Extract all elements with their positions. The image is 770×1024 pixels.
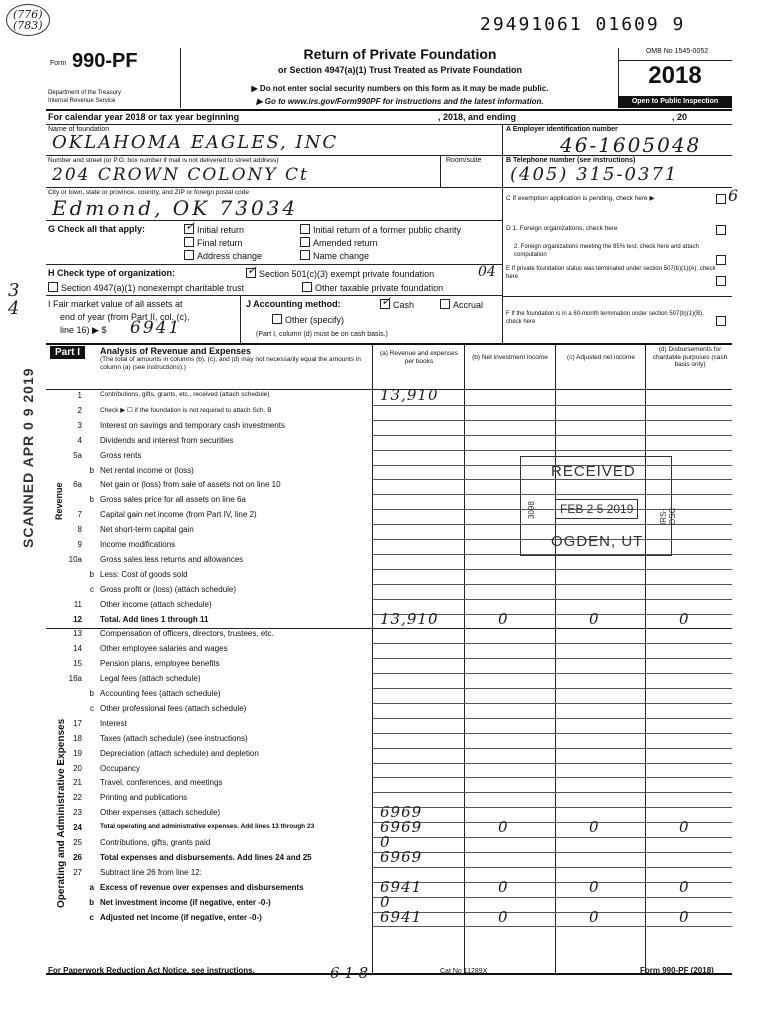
city-state-zip[interactable]: Edmond, OK 73034	[52, 196, 299, 220]
g-final-return[interactable]	[184, 237, 243, 248]
i-fmv-line3: line 16) ▶ $	[60, 325, 107, 335]
line-number: 14	[73, 644, 82, 654]
line-number: 27	[73, 867, 82, 877]
line-value-col-a[interactable]: 0	[380, 892, 391, 911]
sixty-month-label: F If the foundation is in a 60-month termination under section 507(b)(1)(B), check here	[506, 311, 704, 325]
tax-year: 2018	[648, 62, 702, 89]
501c3-checkbox[interactable]: ✓	[247, 263, 258, 277]
line-number: 13	[73, 629, 82, 639]
line-number: c	[90, 584, 94, 594]
g-check-label: G Check all that apply:	[48, 224, 146, 234]
line-rule	[372, 792, 732, 793]
j-accounting-label: J Accounting method:	[246, 299, 341, 309]
h-type-label: H Check type of organization:	[48, 268, 176, 278]
terminated-status-checkbox[interactable]	[716, 276, 726, 286]
foreign-85-label: 2. Foreign organizations meeting the 85% test, check here and attach computation	[514, 244, 699, 258]
footer-form-ref: Form 990-PF (2018)	[640, 966, 714, 975]
line-rule	[372, 643, 732, 644]
ein-value[interactable]: 46-1605048	[560, 133, 702, 157]
line-number: 26	[73, 852, 82, 862]
part-title: Analysis of Revenue and Expenses	[100, 346, 252, 356]
line-label: Legal fees (attach schedule)	[100, 674, 201, 684]
line-label: Other professional fees (attach schedule)	[100, 703, 247, 713]
line-number: 4	[77, 435, 82, 445]
line-label: Capital gain net income (from Part IV, line 2)	[100, 510, 257, 520]
line-label: Total. Add lines 1 through 11	[100, 614, 209, 624]
phone-value[interactable]: (405) 315-0371	[510, 164, 679, 185]
line-rule	[372, 748, 732, 749]
line-rule	[372, 569, 732, 570]
foreign-org-label: D 1. Foreign organizations, check here	[506, 225, 618, 232]
room-label: Room/suite	[446, 157, 482, 164]
line-number: 12	[73, 614, 82, 624]
line-rule	[372, 837, 732, 838]
h-4947[interactable]	[48, 282, 244, 293]
line-label: Net gain or (loss) from sale of assets not on line 10	[100, 480, 281, 490]
line-value-col-b[interactable]: 0	[498, 907, 509, 926]
line-number: 15	[73, 659, 82, 669]
line-number: b	[89, 465, 94, 475]
line-rule	[372, 733, 732, 734]
line-label: Income modifications	[100, 540, 176, 549]
line-number: 5a	[73, 450, 82, 460]
form-number: 990-PF	[72, 50, 138, 72]
line-label: Dividends and interest from securities	[100, 435, 234, 445]
g-initial-return[interactable]	[184, 219, 245, 235]
i-fmv-line1: I Fair market value of all assets at	[48, 299, 183, 309]
other-taxable-checkbox[interactable]	[302, 282, 312, 292]
line-label: Less: Cost of goods sold	[100, 569, 188, 579]
stamp-city: OGDEN, UT	[551, 533, 644, 550]
open-to-public: Open to Public Inspection	[618, 96, 732, 108]
fmv-value[interactable]: 6941	[130, 318, 182, 338]
line-label: Interest	[100, 718, 127, 728]
g-address-change[interactable]	[184, 250, 262, 261]
part-description: (The total of amounts in columns (b), (c), and (d) may not necessarily equal the amounts in column (a) (see instructions).)	[100, 356, 361, 371]
line-number: 1	[77, 391, 82, 400]
line-number: 20	[73, 763, 82, 773]
address-change-label: Address change	[197, 251, 263, 261]
exemption-pending-label: C If exemption application is pending, check here ▶	[506, 195, 655, 202]
j-cash-basis-note: (Part I, column (d) must be on cash basis.)	[256, 331, 388, 338]
line-number: c	[90, 703, 94, 713]
line-number: 11	[73, 599, 82, 609]
line-number: 9	[77, 540, 82, 549]
line-label: Gross sales less returns and allowances	[100, 554, 244, 564]
line-label: Other employee salaries and wages	[100, 644, 228, 654]
final-return-label: Final return	[197, 238, 243, 248]
line-value-col-b[interactable]: 0	[498, 877, 509, 896]
line-rule	[372, 822, 732, 823]
line-number: 8	[77, 525, 82, 535]
line-rule	[372, 912, 732, 913]
h-other-taxable[interactable]	[302, 282, 443, 293]
stamp-code-right: IRS-OSC	[659, 507, 677, 525]
line-label: Depreciation (attach schedule) and depletion	[100, 748, 259, 758]
line-number: b	[89, 897, 94, 907]
line-label: Compensation of officers, directors, trustees, etc.	[100, 629, 274, 639]
amended-return-checkbox[interactable]	[300, 237, 310, 247]
line-value-col-c[interactable]: 0	[589, 609, 600, 628]
line-label: Net investment income (if negative, enter -0-)	[100, 897, 271, 907]
line-rule	[372, 763, 732, 764]
line-rule	[372, 688, 732, 689]
footer-paperwork: For Paperwork Reduction Act Notice, see instructions.	[48, 966, 255, 975]
initial-return-checkbox[interactable]: ✓	[185, 219, 196, 233]
j-other[interactable]	[272, 314, 344, 325]
notice-website: ▶ Go to www.irs.gov/Form990PF for instructions and the latest information.	[256, 97, 544, 106]
corner-handwritten-note: (776) (783)	[6, 4, 50, 36]
line-value-col-a[interactable]: 13,910	[380, 386, 439, 404]
side-label-expenses: Operating and Administrative Expenses	[56, 718, 67, 908]
name-change-label: Name change	[313, 251, 370, 261]
address-change-checkbox[interactable]	[184, 250, 194, 260]
line-number: 3	[77, 420, 82, 430]
line-rule	[372, 405, 732, 406]
foreign-org-checkbox[interactable]	[716, 225, 726, 235]
g-amended-return[interactable]	[300, 237, 378, 248]
line-label: Gross rents	[100, 450, 142, 460]
initial-former-label: Initial return of a former public charity	[313, 225, 462, 235]
line-value-col-a[interactable]: 6941	[380, 877, 423, 896]
line-rule	[372, 584, 732, 585]
stamp-code-left: 3098	[527, 501, 536, 519]
initial-return-label: Initial return	[197, 225, 245, 235]
part-tag: Part I	[50, 346, 85, 359]
name-label: Name of foundation	[48, 126, 110, 133]
line-rule	[372, 777, 732, 778]
form-subtitle: or Section 4947(a)(1) Trust Treated as Private Foundation	[277, 65, 523, 75]
line-label: Interest on savings and temporary cash investments	[100, 420, 285, 430]
cash-checkbox[interactable]: ✓	[381, 294, 392, 308]
irs-label: Internal Revenue Service	[48, 98, 116, 104]
notice-ssn: ▶ Do not enter social security numbers on this form as it may be made public.	[251, 84, 549, 93]
name-change-checkbox[interactable]	[300, 250, 310, 260]
line-number: b	[89, 569, 94, 579]
4947-label: Section 4947(a)(1) nonexempt charitable trust	[61, 283, 245, 293]
calendar-year-label: For calendar year 2018 or tax year beginning	[48, 112, 240, 122]
line-number: 21	[73, 778, 82, 788]
section-separator	[46, 628, 732, 629]
col-d-header: (d) Disbursements for charitable purposes (cash basis only)	[652, 346, 728, 368]
line-value-col-d[interactable]: 0	[679, 818, 690, 837]
line-rule	[372, 867, 732, 868]
line-rule	[372, 658, 732, 659]
line-number: 17	[73, 718, 82, 728]
line-number: 25	[73, 838, 82, 847]
accrual-checkbox[interactable]	[440, 299, 450, 309]
line-label: Occupancy	[100, 763, 141, 773]
line-label: Contributions, gifts, grants, etc., received (attach schedule)	[100, 391, 270, 398]
ein-label: A Employer identification number	[506, 126, 618, 133]
i-fmv-line2: end of year (from Part II, col. (c),	[60, 312, 190, 322]
line-value-col-b[interactable]: 0	[498, 609, 509, 628]
form-word: Form	[50, 60, 67, 67]
line-number: 18	[73, 733, 82, 743]
dept-treasury: Department of the Treasury	[48, 90, 122, 96]
line-rule	[372, 435, 732, 436]
stamp-date: FEB 2 5 2019	[555, 499, 638, 519]
line-rule	[372, 599, 732, 600]
line-number: 10a	[68, 554, 82, 564]
i-margin-note: 3 4	[8, 280, 20, 319]
line-label: Excess of revenue over expenses and disbursements	[100, 882, 304, 892]
line-label: Total operating and administrative expenses. Add lines 13 through 23	[100, 823, 315, 831]
line-label: Adjusted net income (if negative, enter -0-)	[100, 912, 262, 922]
other-method-label: Other (specify)	[285, 315, 345, 325]
line-rule	[372, 807, 732, 808]
stamp-received: RECEIVED	[551, 463, 636, 480]
exemption-pending-checkbox[interactable]	[716, 194, 726, 204]
line-rule	[372, 420, 732, 421]
line-label: Net short-term capital gain	[100, 525, 194, 535]
line-value-col-d[interactable]: 0	[679, 609, 690, 628]
line-label: Subtract line 26 from line 12:	[100, 867, 202, 877]
line-rule	[372, 926, 732, 927]
col-c-header: (c) Adjusted net income	[567, 354, 635, 361]
line-rule	[372, 673, 732, 674]
line-value-col-b[interactable]: 0	[498, 818, 509, 837]
h-501c3[interactable]	[246, 263, 435, 279]
line-label: Gross profit or (loss) (attach schedule)	[100, 584, 237, 594]
line-value-col-c[interactable]: 0	[589, 907, 600, 926]
line-number: 23	[73, 808, 82, 818]
col-b-header: (b) Net investment income	[472, 354, 548, 361]
line-number: 7	[77, 510, 82, 520]
line-number: a	[89, 882, 94, 892]
foreign-85-checkbox[interactable]	[716, 255, 726, 265]
h-handwritten-note: 04	[478, 264, 496, 280]
phone-label: B Telephone number (see instructions)	[506, 157, 636, 164]
cash-label: Cash	[393, 300, 415, 310]
calendar-year-end: , 20	[672, 112, 688, 122]
street-address[interactable]: 204 CROWN COLONY Ct	[52, 165, 309, 185]
line-number: 16a	[68, 674, 82, 684]
line-number: c	[89, 912, 94, 922]
foundation-name[interactable]: OKLAHOMA EAGLES, INC	[52, 132, 339, 153]
accrual-label: Accrual	[453, 300, 484, 310]
initial-former-checkbox[interactable]	[300, 224, 310, 234]
j-accrual[interactable]	[440, 299, 483, 310]
line-value-col-d[interactable]: 0	[679, 907, 690, 926]
scanned-stamp: SCANNED APR 0 9 2019	[20, 367, 36, 548]
final-return-checkbox[interactable]	[184, 237, 194, 247]
line-label: Gross sales price for all assets on line 6a	[100, 495, 246, 505]
line-value-col-c[interactable]: 0	[589, 877, 600, 896]
line-rule	[372, 703, 732, 704]
line-label: Check ▶ ☐ if the foundation is not required to attach Sch. B	[100, 406, 272, 414]
amended-return-label: Amended return	[313, 238, 378, 248]
line-value-col-a[interactable]: 0	[380, 833, 391, 851]
city-label: City or town, state or province, country, and ZIP or foreign postal code	[48, 189, 249, 196]
line-value-col-a[interactable]: 6969	[380, 818, 423, 837]
line-number: 22	[73, 793, 82, 803]
sixty-month-checkbox[interactable]	[716, 316, 726, 326]
calendar-year-mid: , 2018, and ending	[438, 112, 517, 122]
4947-checkbox[interactable]	[48, 282, 58, 292]
line-value-col-a[interactable]: 13,910	[380, 609, 439, 628]
g-name-change[interactable]	[300, 250, 369, 261]
501c3-label: Section 501(c)(3) exempt private foundation	[259, 269, 435, 279]
line-number: 24	[73, 823, 82, 833]
line-label: Contributions, gifts, grants paid	[100, 838, 211, 847]
line-rule	[372, 852, 732, 853]
line-label: Other income (attach schedule)	[100, 599, 212, 609]
line-number: b	[89, 495, 94, 505]
line-rule	[372, 897, 732, 898]
other-taxable-label: Other taxable private foundation	[315, 283, 444, 293]
line-number: b	[89, 689, 94, 698]
line-label: Pension plans, employee benefits	[100, 659, 220, 669]
line-value-col-a[interactable]: 6941	[380, 907, 423, 926]
line-label: Total expenses and disbursements. Add lines 24 and 25	[100, 852, 312, 862]
line-label: Net rental income or (loss)	[100, 465, 194, 475]
footer-handwritten: 6 1 8	[330, 964, 369, 982]
line-label: Taxes (attach schedule) (see instructions)	[100, 733, 248, 743]
line-rule	[372, 718, 732, 719]
line-label: Other expenses (attach schedule)	[100, 808, 221, 818]
line-number: 6a	[73, 480, 82, 490]
line-label: Accounting fees (attach schedule)	[100, 689, 221, 698]
terminated-status-label: E If private foundation status was terminated under section 507(b)(1)(A), check here	[506, 266, 716, 280]
omb-number: OMB No 1545-0052	[645, 48, 709, 55]
form-title: Return of Private Foundation	[303, 46, 497, 62]
j-cash[interactable]	[380, 294, 415, 310]
footer-cat-number: Cat No 11289X	[440, 968, 488, 975]
document-locator-number: 29491061 01609 9	[480, 14, 686, 35]
line-rule	[372, 882, 732, 883]
line-label: Travel, conferences, and meetings	[100, 778, 223, 788]
other-method-checkbox[interactable]	[272, 314, 282, 324]
line-value-col-a[interactable]: 6969	[380, 847, 423, 866]
received-stamp	[520, 456, 677, 556]
g-initial-former[interactable]	[300, 224, 461, 235]
line-number: 19	[73, 748, 82, 758]
line-number: 2	[77, 405, 82, 415]
street-label: Number and street (or P.O. box number if mail is not delivered to street address)	[48, 157, 279, 164]
col-a-header: (a) Revenue and expenses per books	[379, 350, 459, 365]
line-label: Printing and publications	[100, 793, 188, 803]
line-value-col-c[interactable]: 0	[589, 818, 600, 837]
exemption-note: 6	[728, 186, 739, 205]
side-label-revenue: Revenue	[54, 482, 64, 520]
line-value-col-d[interactable]: 0	[679, 877, 690, 896]
line-value-col-a[interactable]: 6969	[380, 803, 423, 822]
line-rule	[372, 450, 732, 451]
